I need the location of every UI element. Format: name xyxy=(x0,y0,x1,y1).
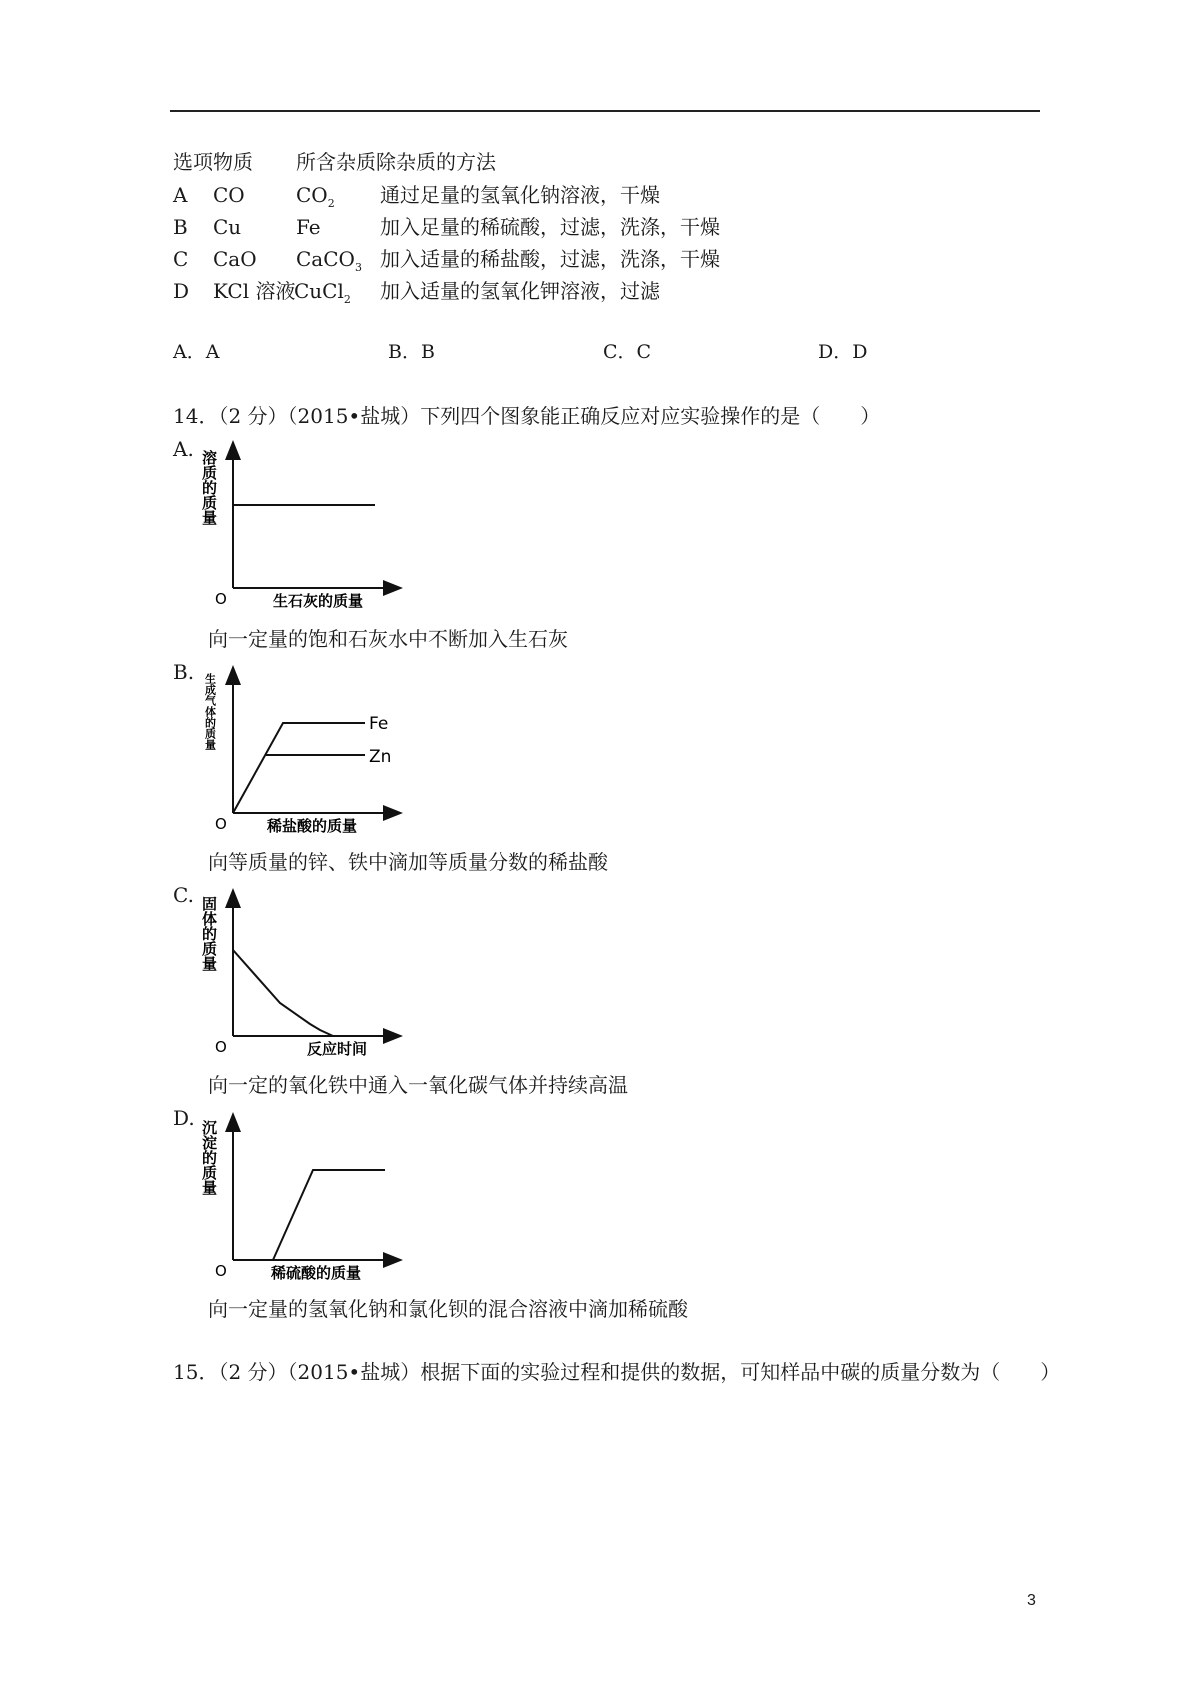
row-b-option: B xyxy=(173,215,188,239)
curve-label-zn: Zn xyxy=(369,747,392,767)
table-header-col2: 所含杂质除杂质的方法 xyxy=(296,150,496,174)
graph-c xyxy=(195,888,415,1058)
graph-d xyxy=(195,1112,415,1282)
curve-line xyxy=(233,950,333,1036)
row-b-method: 加入足量的稀硫酸，过滤，洗涤，干燥 xyxy=(380,215,720,239)
x-axis-label: 生石灰的质量 xyxy=(273,592,364,610)
q14-option-a-label: A. xyxy=(173,437,194,461)
table-header-col1: 选项物质 xyxy=(173,150,253,174)
q14-option-d-caption: 向一定量的氢氧化钠和氯化钡的混合溶液中滴加稀硫酸 xyxy=(208,1297,688,1321)
y-axis-label: 生成气体的质量 xyxy=(203,673,217,750)
choice-d: D．D xyxy=(818,341,868,363)
row-a-method: 通过足量的氢氧化钠溶液，干燥 xyxy=(380,183,660,207)
row-a-substance: CO xyxy=(213,183,245,207)
row-d-option: D xyxy=(173,279,190,303)
choice-b: B．B xyxy=(388,341,435,363)
curve-fe xyxy=(233,723,365,813)
q14-option-a-caption: 向一定量的饱和石灰水中不断加入生石灰 xyxy=(208,627,568,651)
row-a-option: A xyxy=(173,183,188,207)
graph-a xyxy=(195,440,415,610)
x-axis-label: 稀硫酸的质量 xyxy=(271,1264,362,1282)
q14-option-b-caption: 向等质量的锌、铁中滴加等质量分数的稀盐酸 xyxy=(208,850,608,874)
q15-stem: 15．（2 分）（2015•盐城）根据下面的实验过程和提供的数据，可知样品中碳的质量分数为（ ） xyxy=(173,1360,1061,1384)
origin-label: O xyxy=(215,1038,227,1056)
curve-label-fe: Fe xyxy=(369,714,389,734)
header-rule xyxy=(170,110,1040,112)
q14-option-c-label: C. xyxy=(173,883,194,907)
origin-label: O xyxy=(215,590,227,608)
graph-b xyxy=(195,665,425,835)
choice-a: A．A xyxy=(173,341,220,363)
row-c-impurity: CaCO$_3$ xyxy=(296,247,362,274)
row-c-option: C xyxy=(173,247,189,271)
q14-option-c-caption: 向一定的氧化铁中通入一氧化碳气体并持续高温 xyxy=(208,1073,628,1097)
row-b-substance: Cu xyxy=(213,215,242,239)
curve-line xyxy=(273,1170,385,1260)
y-axis-label: 沉淀的质量 xyxy=(200,1120,218,1195)
row-d-impurity: CuCl$_2$ xyxy=(294,279,351,306)
y-axis-label: 溶质的质量 xyxy=(200,450,218,525)
q14-option-d-label: D. xyxy=(173,1106,195,1130)
row-a-impurity: $CO_2$ xyxy=(296,183,335,210)
x-axis-label: 反应时间 xyxy=(307,1040,368,1058)
origin-label: O xyxy=(215,1262,227,1280)
row-d-substance: KCl 溶液 xyxy=(213,279,296,303)
q14-stem: 14．（2 分）（2015•盐城）下列四个图象能正确反应对应实验操作的是（ ） xyxy=(173,404,881,428)
row-c-method: 加入适量的稀盐酸，过滤，洗涤，干燥 xyxy=(380,247,720,271)
y-axis-label: 固体的质量 xyxy=(200,896,218,971)
origin-label: O xyxy=(215,815,227,833)
choice-c: C．C xyxy=(603,341,652,363)
row-c-substance: CaO xyxy=(213,247,257,271)
row-b-impurity: Fe xyxy=(296,215,321,239)
q14-option-b-label: B. xyxy=(173,660,195,684)
page-number: 3 xyxy=(1027,1592,1036,1609)
x-axis-label: 稀盐酸的质量 xyxy=(267,817,358,835)
row-d-method: 加入适量的氢氧化钾溶液，过滤 xyxy=(380,279,660,303)
